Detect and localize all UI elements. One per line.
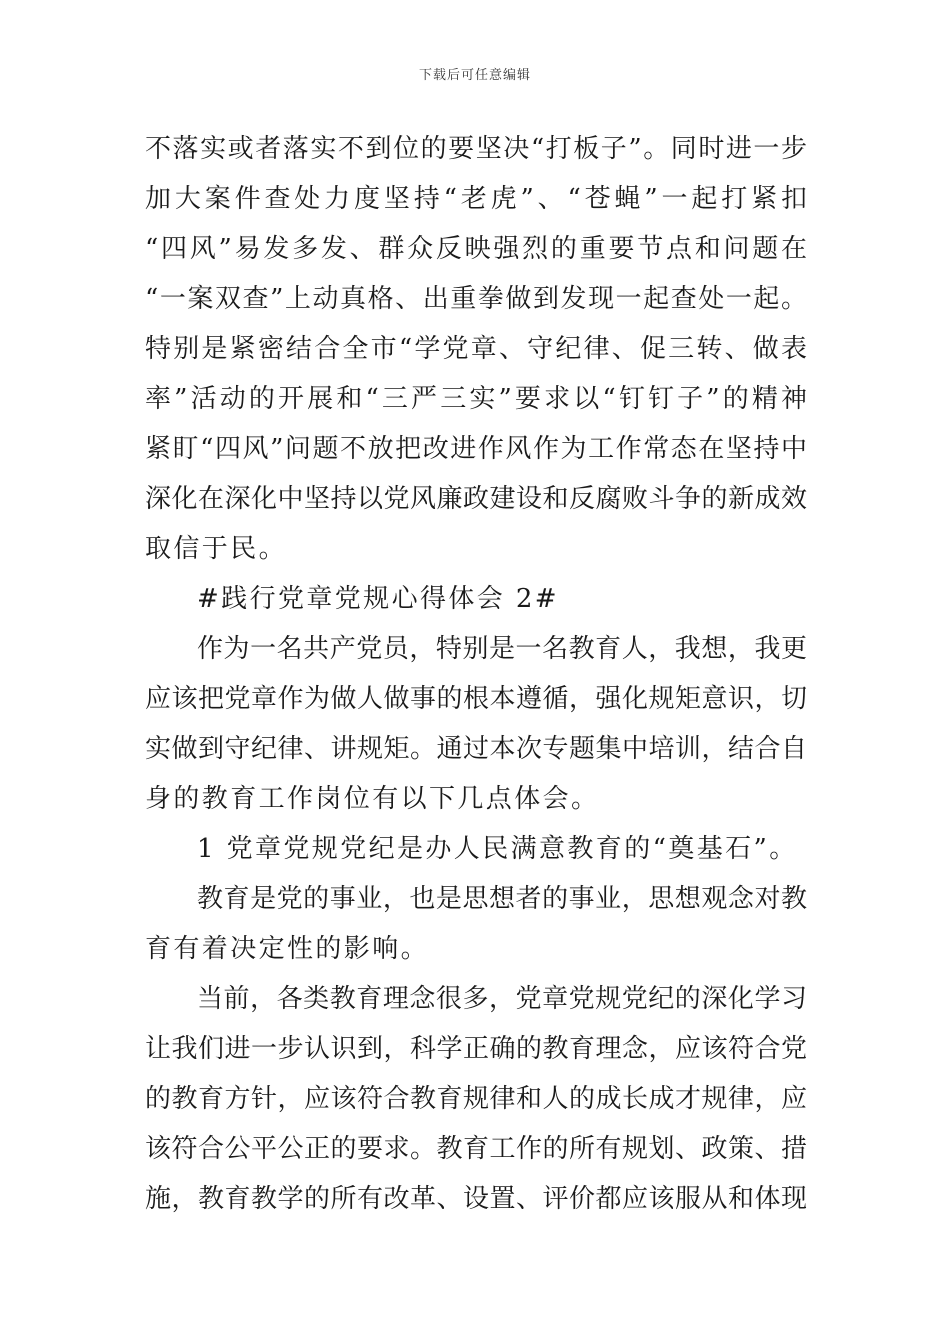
text-line: 的教育方针，应该符合教育规律和人的成长成才规律，应 [145,1084,807,1114]
text-line: 应该把党章作为做人做事的根本遵循，强化规矩意识，切 [145,684,807,714]
text-line: 紧盯“四风”问题不放把改进作风作为工作常态在坚持中 [145,434,807,464]
text-line: 育有着决定性的影响。 [145,934,430,964]
text-line: 作为一名共产党员，特别是一名教育人，我想，我更 [197,634,807,664]
text-line: 不落实或者落实不到位的要坚决“打板子”。同时进一步 [145,134,807,164]
text-line: 当前，各类教育理念很多，党章党规党纪的深化学习 [197,984,807,1014]
text-line: 身的教育工作岗位有以下几点体会。 [145,784,600,814]
text-line: “一案双查”上动真格、出重拳做到发现一起查处一起。 [145,284,807,314]
page-header: 下载后可任意编辑 [418,68,531,83]
text-line: 深化在深化中坚持以党风廉政建设和反腐败斗争的新成效 [145,484,807,514]
text-line: 该符合公平公正的要求。教育工作的所有规划、政策、措 [145,1134,807,1164]
text-line: 让我们进一步认识到，科学正确的教育理念，应该符合党 [145,1034,807,1064]
text-line: 教育是党的事业，也是思想者的事业，思想观念对教 [197,884,807,914]
section-heading: #践行党章党规心得体会 2# [197,584,559,614]
document-body [145,124,807,1224]
text-line: “四风”易发多发、群众反映强烈的重要节点和问题在 [145,234,807,264]
text-line: 率”活动的开展和“三严三实”要求以“钉钉子”的精神 [145,384,807,414]
text-line: 施，教育教学的所有改革、设置、评价都应该服从和体现 [145,1184,807,1214]
text-line: 实做到守纪律、讲规矩。通过本次专题集中培训，结合自 [145,734,807,764]
point-heading: 1 党章党规党纪是办人民满意教育的“奠基石”。 [197,834,798,864]
text-line: 加大案件查处力度坚持“老虎”、“苍蝇”一起打紧扣 [145,184,807,214]
text-line: 取信于民。 [145,534,288,564]
text-line: 特别是紧密结合全市“学党章、守纪律、促三转、做表 [145,334,807,364]
